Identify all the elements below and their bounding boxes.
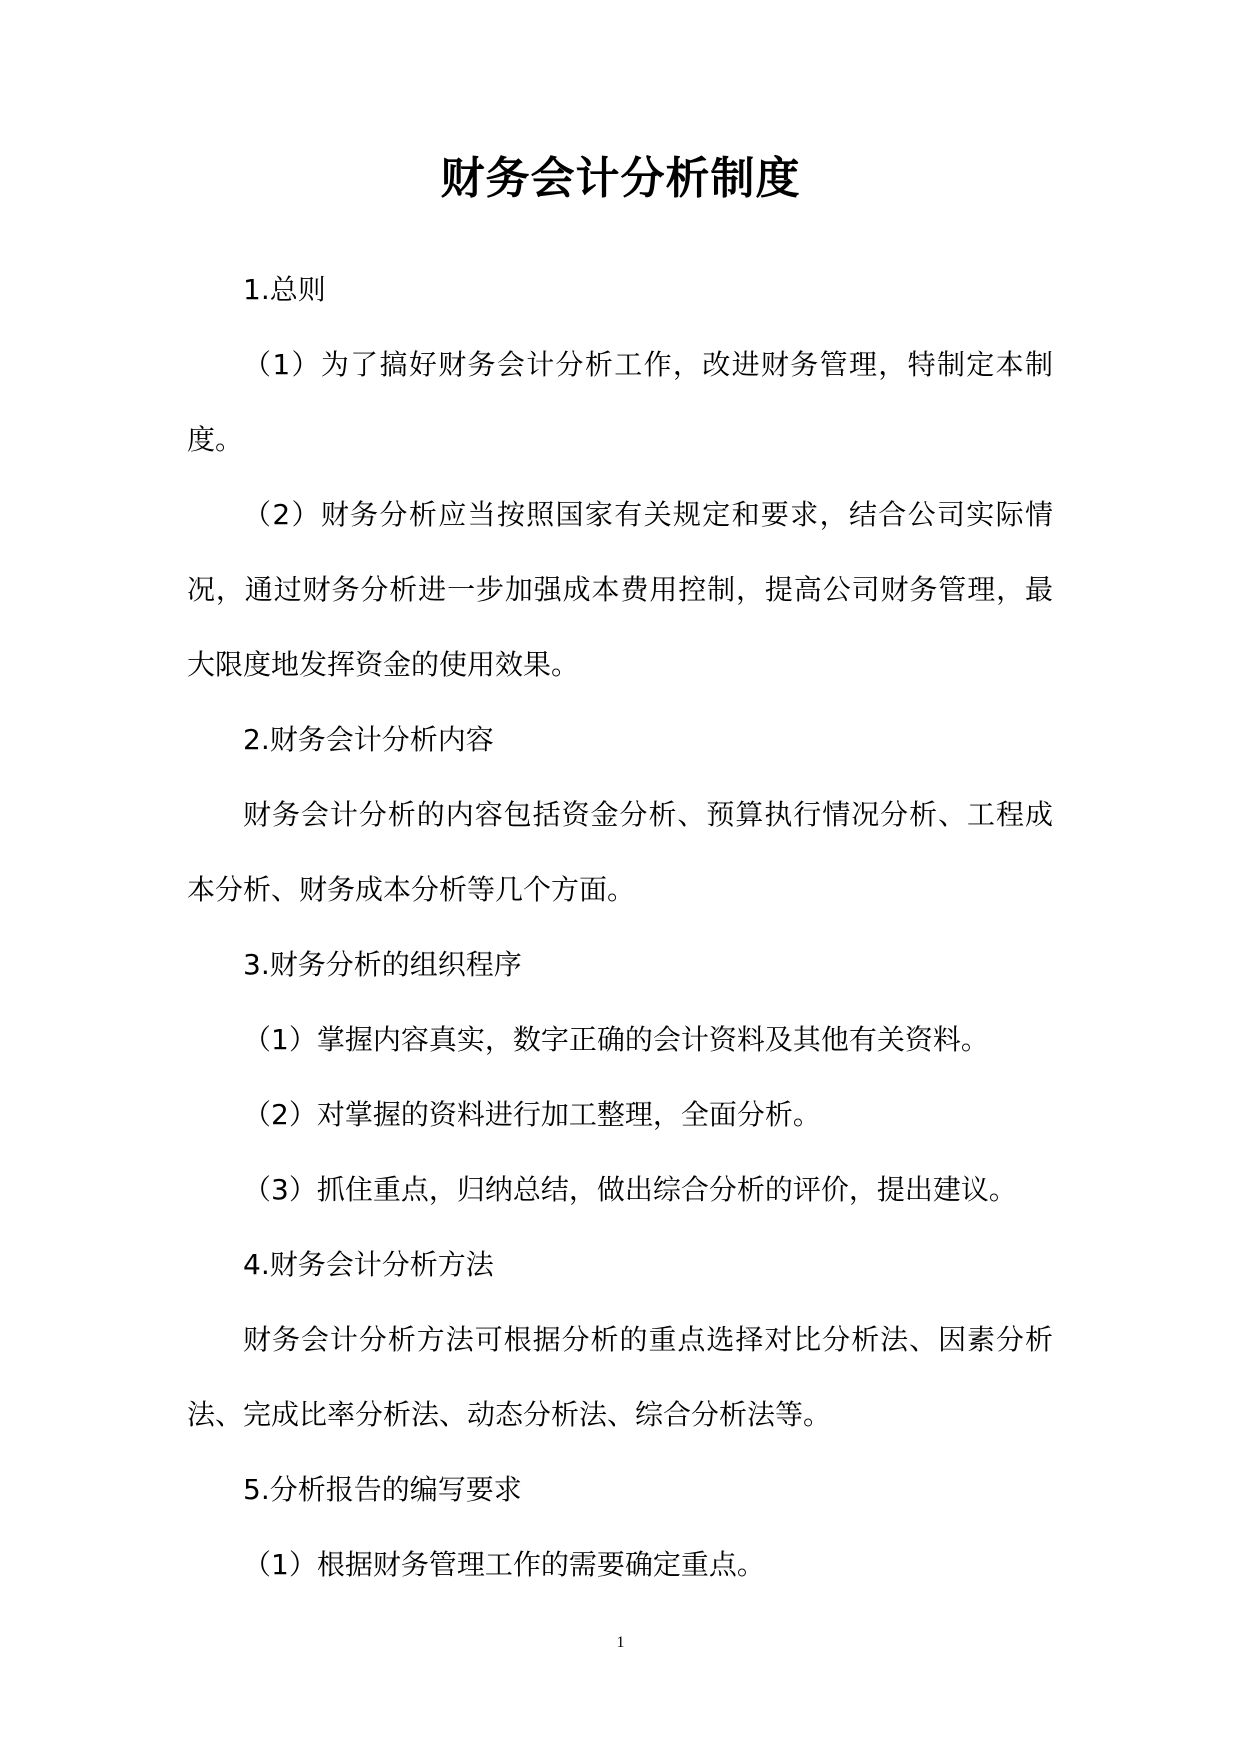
paragraph-procedure-2: （2）对掌握的资料进行加工整理，全面分析。 <box>243 1098 821 1131</box>
paragraph-report-1: （1）根据财务管理工作的需要确定重点。 <box>243 1548 765 1581</box>
paragraph-procedure-1: （1）掌握内容真实，数字正确的会计资料及其他有关资料。 <box>243 1023 989 1056</box>
document-title: 财务会计分析制度 <box>440 153 801 204</box>
section-heading-methods: 4.财务会计分析方法 <box>243 1248 494 1281</box>
section-heading-general: 1.总则 <box>243 273 326 306</box>
paragraph-procedure-3: （3）抓住重点，归纳总结，做出综合分析的评价，提出建议。 <box>243 1173 1017 1206</box>
paragraph-content: 财务会计分析的内容包括资金分析、预算执行情况分析、工程成本分析、财务成本分析等几个方面。 <box>187 798 1053 906</box>
paragraph-methods: 财务会计分析方法可根据分析的重点选择对比分析法、因素分析法、完成比率分析法、动态分析法、综合分析法等。 <box>187 1323 1053 1431</box>
paragraph-analysis-basis: （2）财务分析应当按照国家有关规定和要求，结合公司实际情况，通过财务分析进一步加强成本费用控制，提高公司财务管理，最大限度地发挥资金的使用效果。 <box>187 498 1053 681</box>
section-heading-procedure: 3.财务分析的组织程序 <box>243 948 522 981</box>
paragraph-purpose: （1）为了搞好财务会计分析工作，改进财务管理，特制定本制度。 <box>187 348 1053 456</box>
page-number: 1 <box>616 1634 625 1651</box>
document-body <box>187 252 1053 1602</box>
section-heading-content: 2.财务会计分析内容 <box>243 723 494 756</box>
section-heading-report: 5.分析报告的编写要求 <box>243 1473 522 1506</box>
